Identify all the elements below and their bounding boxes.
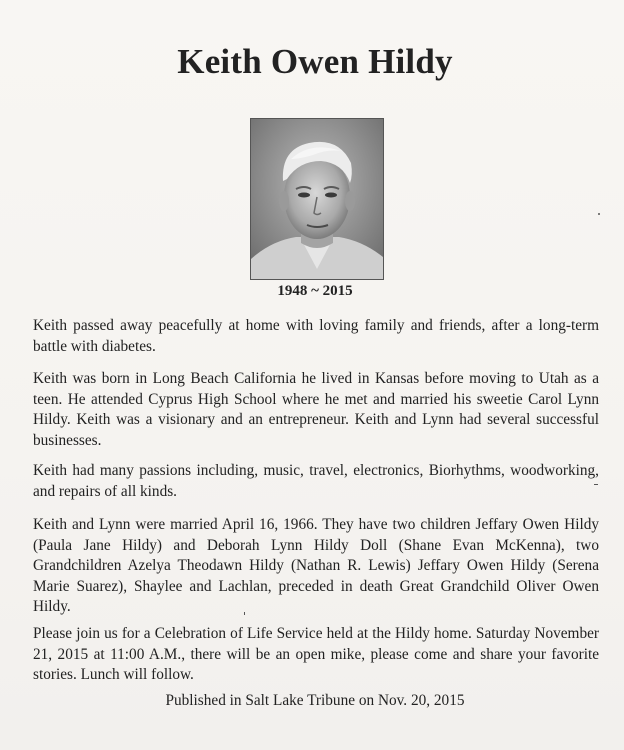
obituary-title: Keith Owen Hildy (177, 42, 453, 81)
scan-speck (598, 213, 600, 215)
life-years: 1948 ~ 2015 (277, 283, 353, 299)
scan-speck (594, 484, 598, 485)
publication-note: Published in Salt Lake Tribune on Nov. 20, 2015 (165, 692, 465, 709)
paragraph-service: Please join us for a Celebration of Life Service held at the Hildy home. Saturday November 21, 2015 at 11:00 A.M., there will be an open mike, please come and share your favorite stories. Lunch will follow. (33, 625, 599, 683)
scan-speck (244, 612, 245, 615)
paragraph-passions: Keith had many passions including, music, travel, electronics, Biorhythms, woodworking, and repairs of all kinds. (33, 462, 599, 500)
paragraph-biography: Keith was born in Long Beach California he lived in Kansas before moving to Utah as a teen. He attended Cyprus High School where he met and married his sweetie Carol Lynn Hildy. Keith was a visionary and an entrepreneur. Keith and Lynn had several successful businesses. (33, 370, 599, 449)
portrait-photo (250, 118, 384, 280)
paragraph-family: Keith and Lynn were married April 16, 1966. They have two children Jeffary Owen Hildy (Paula Jane Hildy) and Deborah Lynn Hildy Doll (Shane Evan McKenna), two Grandchildren Azelya Theodawn Hildy (Nathan R. Lewis) Jeffary Owen Hildy (Serena Marie Suarez), Shaylee and Lachlan, preceded in death Great Grandchild Oliver Owen Hildy. (33, 516, 599, 615)
paragraph-passing: Keith passed away peacefully at home with loving family and friends, after a long-term battle with diabetes. (33, 317, 599, 355)
